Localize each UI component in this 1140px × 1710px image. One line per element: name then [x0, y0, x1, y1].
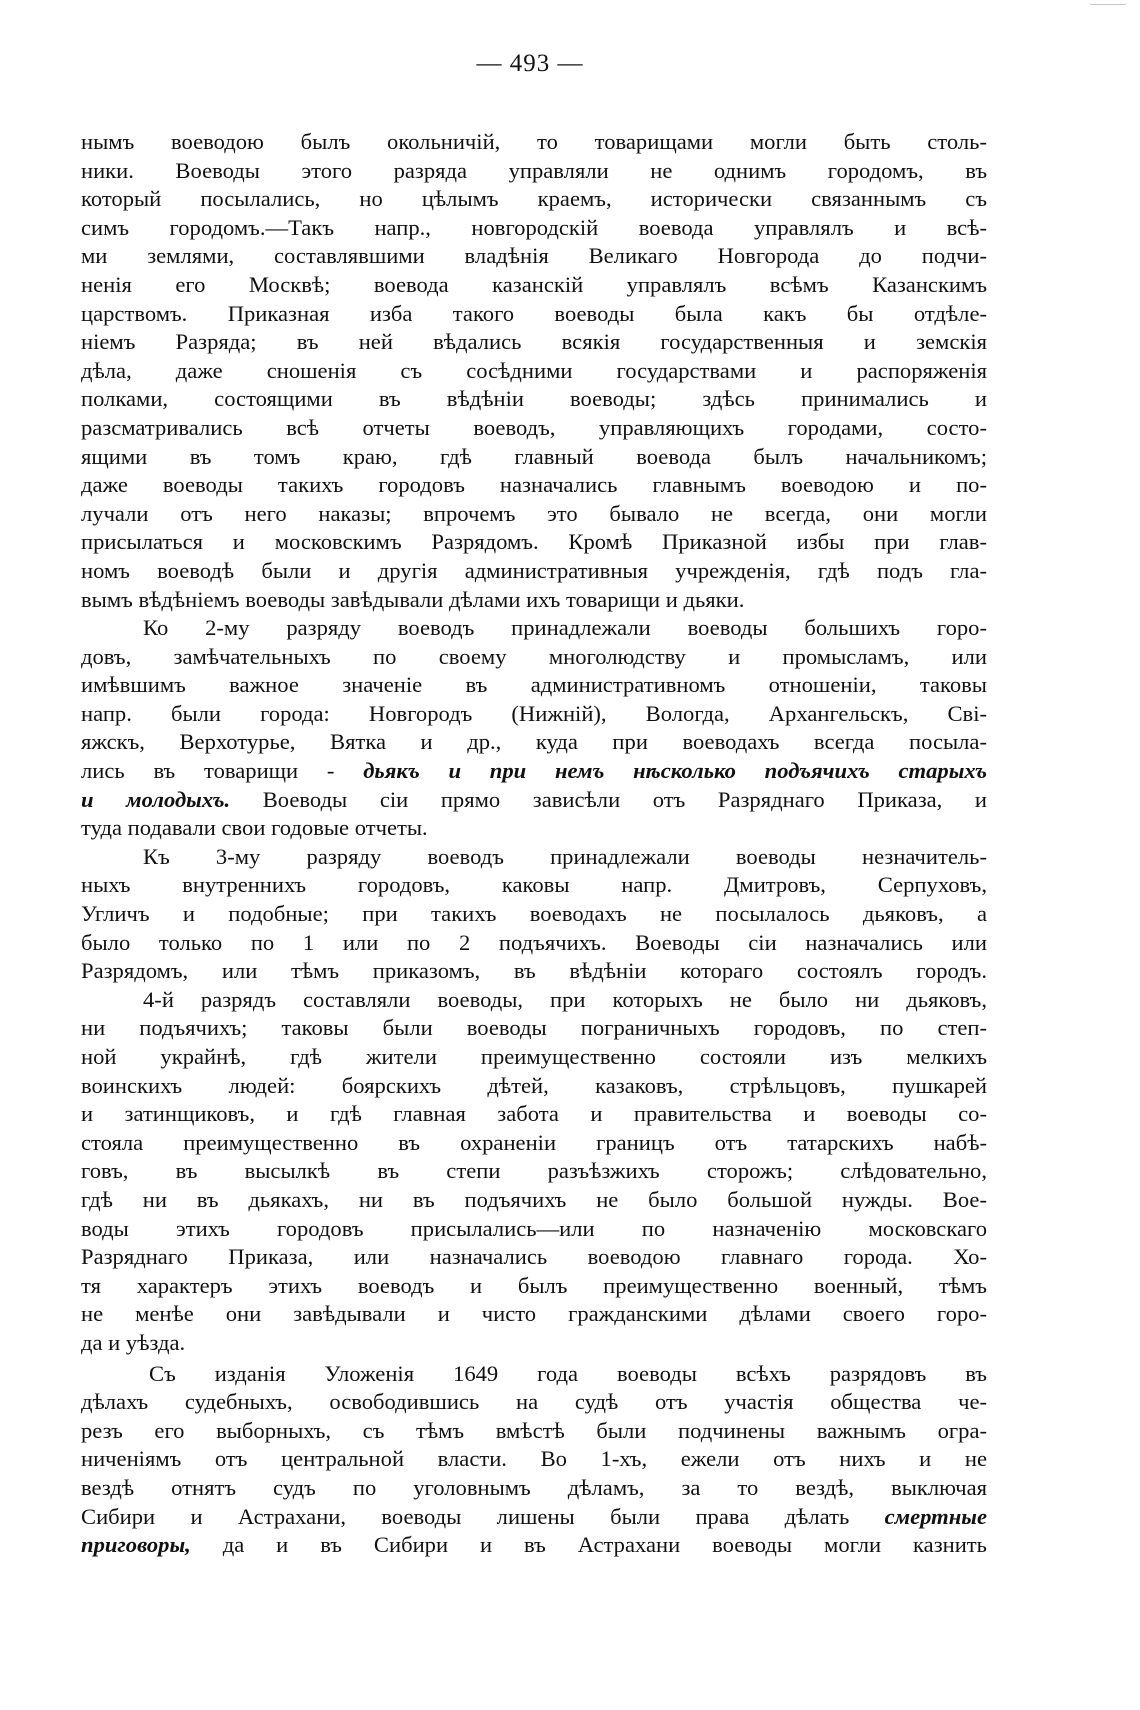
text-line: ныхъ внутреннихъ городовъ, каковы напр. Дмитровъ, Серпуховъ,	[81, 872, 987, 898]
paragraph-start-line: Съ изданія Уложенія 1649 года воеводы всѣхъ разрядовъ въ	[149, 1360, 987, 1386]
text-line: полками, состоящими въ вѣдѣніи воеводы; здѣсь принимались и	[81, 386, 987, 412]
text-line: да и уѣзда.	[81, 1329, 186, 1355]
italic-segment: смертные	[884, 1503, 987, 1529]
text-line: царствомъ. Приказная изба такого воеводы была какъ бы отдѣле-	[81, 300, 987, 326]
scan-corner-mark	[1090, 4, 1126, 8]
italic-segment: и молодыхъ.	[81, 786, 231, 812]
text-line: ниченіямъ отъ центральной власти. Во 1-хъ, ежели отъ нихъ и не	[81, 1446, 987, 1472]
text-segment: Сибири и Астрахани, воеводы лишены были права дѣлать	[81, 1503, 850, 1529]
body-text	[81, 128, 987, 1560]
page-number: — 493 —	[476, 50, 584, 77]
text-line: Угличъ и подобные; при такихъ воеводахъ не посылалось дьяковъ, а	[81, 901, 987, 927]
text-line: разсматривались всѣ отчеты воеводъ, управляющихъ городами, состо-	[81, 414, 987, 440]
text-line-mixed	[81, 1503, 987, 1532]
text-line: Разряднаго Приказа, или назначались воеводою главнаго города. Хо-	[81, 1244, 987, 1270]
text-line: который посылались, но цѣлымъ краемъ, исторически связаннымъ съ	[81, 186, 987, 212]
text-line: вымъ вѣдѣніемъ воеводы завѣдывали дѣлами ихъ товарищи и дьяки.	[81, 586, 745, 612]
text-line: воинскихъ людей: боярскихъ дѣтей, казаковъ, стрѣльцовъ, пушкарей	[81, 1072, 987, 1098]
text-line: ніемъ Разряда; въ ней вѣдались всякія государственныя и земскія	[81, 329, 987, 355]
text-line: симъ городомъ.—Такъ напр., новгородскій воевода управлялъ и всѣ-	[81, 214, 987, 240]
text-line: ники. Воеводы этого разряда управляли не однимъ городомъ, въ	[81, 157, 987, 183]
text-line: воды этихъ городовъ присылались—или по назначенію московскаго	[81, 1215, 987, 1241]
italic-segment: дьякъ и при немъ нѣсколько подъячихъ старыхъ	[363, 758, 988, 784]
text-line: присылаться и московскимъ Разрядомъ. Кромѣ Приказной избы при глав-	[81, 529, 987, 555]
text-line: вездѣ отнятъ судъ по уголовнымъ дѣламъ, за то вездѣ, выключая	[81, 1474, 987, 1500]
text-line: ящими въ томъ краю, гдѣ главный воевода былъ начальникомъ;	[81, 443, 987, 469]
text-line: говъ, въ высылкѣ въ степи разъѣзжихъ сторожъ; слѣдовательно,	[81, 1158, 987, 1184]
paragraph-start-line: 4-й разрядъ составляли воеводы, при которыхъ не было ни дьяковъ,	[143, 986, 987, 1012]
text-line: дѣлахъ судебныхъ, освободившись на судѣ отъ участія общества че-	[81, 1389, 987, 1415]
text-line-mixed	[81, 757, 987, 786]
text-line: стояла преимущественно въ охраненіи границъ отъ татарскихъ набѣ-	[81, 1129, 987, 1155]
text-line-mixed	[81, 786, 987, 815]
text-line: имѣвшимъ важное значеніе въ административномъ отношеніи, таковы	[81, 672, 987, 698]
text-line: Разрядомъ, или тѣмъ приказомъ, въ вѣдѣніи котораго состоялъ городъ.	[81, 958, 987, 984]
paragraph-start-line: Ко 2-му разряду воеводъ принадлежали воеводы большихъ горо-	[143, 615, 987, 641]
text-line-mixed	[81, 1531, 987, 1560]
text-line: напр. были города: Новгородъ (Нижній), Вологда, Архангельскъ, Сві-	[81, 700, 987, 726]
text-segment: лись въ товарищи -	[81, 758, 335, 784]
text-line: ненія его Москвѣ; воевода казанскій управлялъ всѣмъ Казанскимъ	[81, 271, 987, 297]
text-line: не менѣе они завѣдывали и чисто гражданскими дѣлами своего горо-	[81, 1301, 987, 1327]
text-segment: Воеводы сіи прямо зависѣли отъ Разряднаго Приказа, и	[262, 786, 987, 812]
text-line: дѣла, даже сношенія съ сосѣдними государствами и распоряженія	[81, 357, 987, 383]
text-line: номъ воеводѣ были и другія административныя учрежденія, гдѣ подъ гла-	[81, 557, 987, 583]
text-line: туда подавали свои годовые отчеты.	[81, 815, 428, 841]
text-line: и затинщиковъ, и гдѣ главная забота и правительства и воеводы со-	[81, 1101, 987, 1127]
text-line: довъ, замѣчательныхъ по своему многолюдству и промысламъ, или	[81, 643, 987, 669]
text-line: ни подъячихъ; таковы были воеводы пограничныхъ городовъ, по степ-	[81, 1015, 987, 1041]
text-line: было только по 1 или по 2 подъячихъ. Воеводы сіи назначались или	[81, 929, 987, 955]
text-line: даже воеводы такихъ городовъ назначались главнымъ воеводою и по-	[81, 472, 987, 498]
text-line: резъ его выборныхъ, съ тѣмъ вмѣстѣ были подчинены важнымъ огра-	[81, 1417, 987, 1443]
text-line: гдѣ ни въ дьякахъ, ни въ подъячихъ не было большой нужды. Вое-	[81, 1186, 987, 1212]
italic-segment: приговоры,	[81, 1532, 191, 1558]
text-line: ми землями, составлявшими владѣнія Великаго Новгорода до подчи-	[81, 243, 987, 269]
paragraph-start-line: Къ 3-му разряду воеводъ принадлежали воеводы незначитель-	[143, 843, 987, 869]
text-line: ной украйнѣ, гдѣ жители преимущественно состояли изъ мелкихъ	[81, 1044, 987, 1069]
text-line: нымъ воеводою былъ окольничій, то товарищами могли быть столь-	[81, 129, 987, 154]
text-segment: да и въ Сибири и въ Астрахани воеводы могли казнить	[222, 1532, 987, 1558]
text-line: яжскъ, Верхотурье, Вятка и др., куда при воеводахъ всегда посыла-	[81, 729, 987, 755]
text-line: тя характеръ этихъ воеводъ и былъ преимущественно военный, тѣмъ	[81, 1272, 987, 1298]
text-line: лучали отъ него наказы; впрочемъ это бывало не всегда, они могли	[81, 500, 987, 526]
